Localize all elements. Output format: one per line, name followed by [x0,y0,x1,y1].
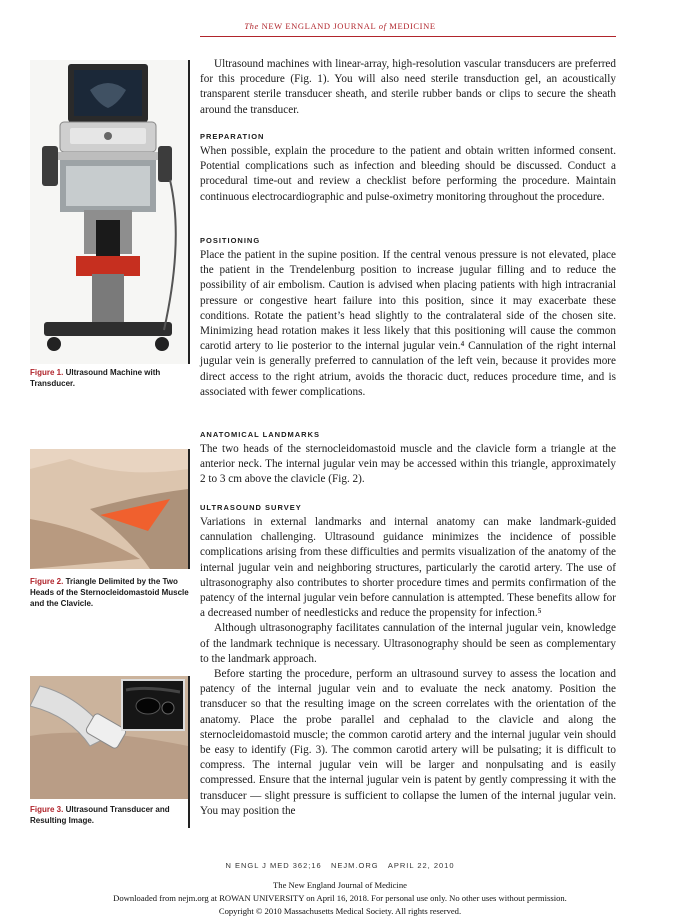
section-ultrasound-survey [200,503,616,819]
positioning-paragraph: Place the patient in the supine position. If the central venous pressure is not elevated, place the patient in the Trendelenburg position to increase jugular filling and to reduce the possibility of air embolism. Caution is advised when placing patients with high intracranial pressure or congestive heart failure into this position, since it may exacerbate these conditions. Rotate the patient’s head slightly to the contralateral side of the chosen site. Minimizing head rotation makes it less likely that this positioning will cause the common carotid artery to lie posterior to the internal jugular vein.⁴ Cannulation of the right internal jugular vein is generally preferred to cannulation of the left vein, because it provides more direct access to the right atrium, avoids the thoracic duct, reduces procedure time, and is associated with fewer complications. [200,249,616,398]
figure-2-title: Triangle Delimited by the Two Heads of the Sternocleidomastoid Muscle and the Clavicle. [30,577,189,608]
footer-site: NEJM.ORG [330,861,379,870]
section-heading-preparation: PREPARATION [200,132,265,141]
page-footer [0,861,680,870]
figure-1-label: Figure 1. [30,368,64,377]
ultrasound-machine-illustration [30,60,188,364]
section-heading-positioning: POSITIONING [200,236,261,245]
article-body [200,57,616,118]
survey-paragraph-2: Although ultrasonography facilitates cannulation of the internal jugular vein, knowledge of the landmark technique is necessary. Ultrasonography should be seen as complementary to the landmark approach. [200,622,616,665]
figure-1-rule [188,60,190,364]
neck-triangle-photo [30,449,188,569]
figure-3-caption [30,804,190,826]
survey-paragraph-3: Before starting the procedure, perform an ultrasound survey to assess the location and patency of the internal jugular vein and to evaluate the neck anatomy. Position the transducer so that the resulting image on the screen correlates with the orientation of the anatomy. Place the probe parallel and cephalad to the clavicle and along the sternocleidomastoid muscle; the common carotid artery and the internal jugular vein should be easy to identify (Fig. 3). The common carotid artery will be pulsating; it is difficult to compress. The internal jugular vein will be larger and nonpulsating and is easily compressed. Ensure that the internal jugular vein is patent by gently compressing it with the transducer — slight pressure is sufficient to collapse the lumen of the internal jugular vein. You may position the [200,668,616,817]
footer-citation: N ENGL J MED 362;16 [225,861,322,870]
footer-date: APRIL 22, 2010 [387,861,455,870]
figure-3-title: Ultrasound Transducer and Resulting Image. [30,805,170,825]
intro-paragraph: Ultrasound machines with linear-array, high-resolution vascular transducers are preferred for this procedure (Fig. 1). You will also need sterile transduction gel, an acoustically transparent sterile transducer sheath, and sterile rubber bands or clips to secure the sheath around the transducer. [200,58,616,116]
figure-2-image [30,449,188,569]
section-preparation [200,132,616,205]
header-of: of [378,21,387,31]
section-positioning [200,236,616,400]
header-pre: The [244,21,259,31]
figure-3-label: Figure 3. [30,805,64,814]
figure-2-caption [30,576,190,609]
figure-2-rule [188,449,190,569]
figure-1-caption [30,367,190,389]
section-heading-anatomical-landmarks: ANATOMICAL LANDMARKS [200,430,320,439]
figure-2-label: Figure 2. [30,577,64,586]
figure-3-image [30,676,188,799]
transducer-photo [30,676,188,799]
survey-paragraph-1: Variations in external landmarks and internal anatomy can make landmark-guided cannulation challenging. Ultrasound guidance minimizes the incidence of possible complications arising from these difficulties and permits visualization of the anatomy of the internal jugular vein and neighboring structures, particularly the carotid artery. The use of ultrasonography also contributes to shorter procedure times and permits confirmation of the patency of the internal jugular vein before cannulation is attempted. These benefits allow for a decreased number of needlesticks and reduce the propensity for infection.⁵ [200,516,616,620]
journal-header [0,21,680,31]
landmarks-paragraph: The two heads of the sternocleidomastoid muscle and the clavicle form a triangle at the anterior neck. The internal jugular vein may be accessed within this triangle, approximately 2 to 3 cm above the clavicle (Fig. 2). [200,443,616,486]
header-post: MEDICINE [389,21,436,31]
download-journal: The New England Journal of Medicine [273,880,407,890]
section-anatomical-landmarks [200,430,616,488]
preparation-paragraph: When possible, explain the procedure to the patient and obtain written informed consent. Potential complications such as infection and bleeding should be discussed. Conduct a procedural time-out and review a checklist before performing the procedure. Maintain continuous electrocardiographic and pulse-oximetry monitoring throughout the procedure. [200,145,616,203]
header-journal: NEW ENGLAND JOURNAL [261,21,376,31]
figure-1-title: Ultrasound Machine with Transducer. [30,368,161,388]
download-notice: Downloaded from nejm.org at ROWAN UNIVERSITY on April 16, 2018. For personal use only. No other uses without permission. [113,893,567,903]
section-heading-ultrasound-survey: ULTRASOUND SURVEY [200,503,302,512]
header-rule [200,36,616,37]
copyright-notice: Copyright © 2010 Massachusetts Medical Society. All rights reserved. [218,906,462,916]
figure-1-image [30,60,188,364]
